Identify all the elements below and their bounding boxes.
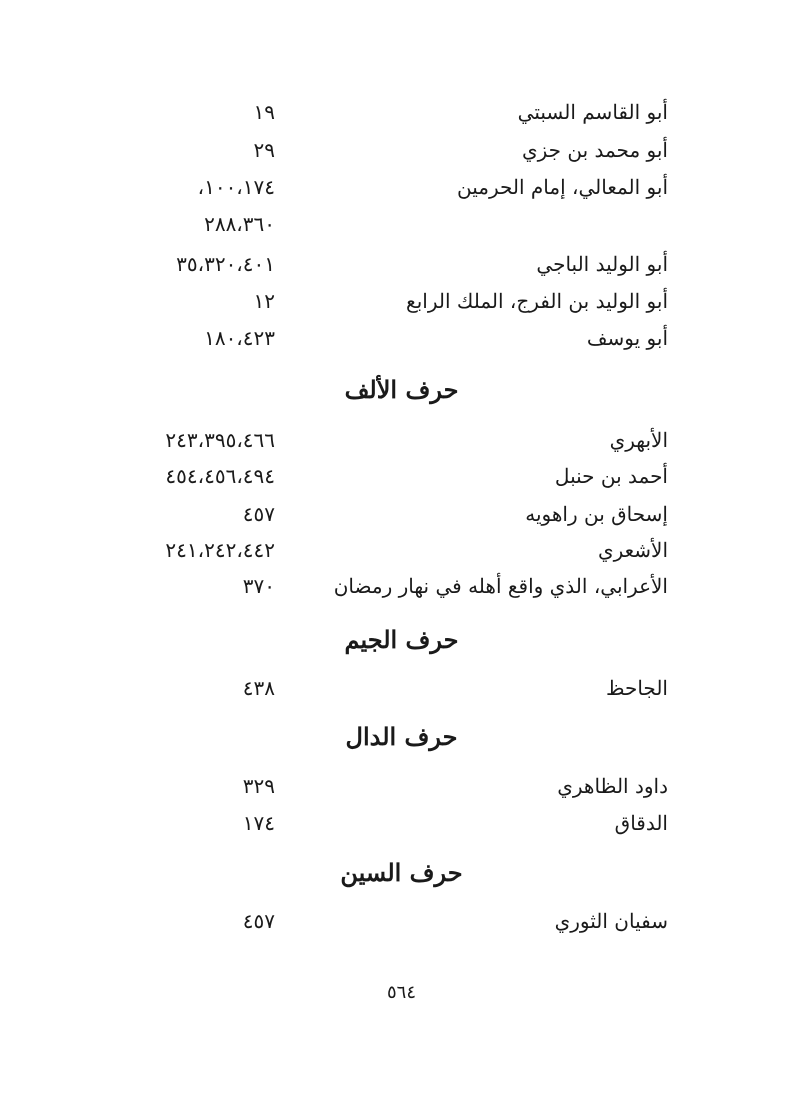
entry-pages: ٤٥٤،٤٥٦،٤٩٤ (165, 464, 275, 488)
entry-pages: ٣٢٩ (242, 774, 275, 798)
entry-name: داود الظاهري (557, 774, 668, 798)
index-entry (0, 803, 803, 843)
entry-pages: ٢٨٨،٣٦٠ (204, 212, 275, 236)
entry-name: الأشعري (597, 538, 668, 562)
entry-pages: ٢٤١،٢٤٢،٤٤٢ (165, 538, 275, 562)
entry-name: الأبهري (609, 428, 668, 452)
entry-name: الجاحظ (605, 676, 668, 700)
index-entry (0, 530, 803, 570)
entry-pages: ٣٧٠ (242, 574, 275, 598)
entry-pages: ١٨٠،٤٢٣ (204, 326, 275, 350)
entry-name: سفيان الثوري (554, 909, 668, 933)
index-entry (0, 130, 803, 170)
index-entry (0, 281, 803, 321)
entry-pages: ٣٥،٣٢٠،٤٠١ (176, 252, 275, 276)
entry-pages: ١٢ (253, 289, 275, 313)
index-entry (0, 566, 803, 606)
entry-name: أبو المعالي، إمام الحرمين (456, 175, 668, 199)
section-heading: حرف الألف (344, 375, 459, 404)
entry-name: أبو يوسف (586, 326, 668, 350)
entry-name: أبو الوليد الباجي (536, 252, 668, 276)
index-entry (0, 420, 803, 460)
entry-name: الأعرابي، الذي واقع أهله في نهار رمضان (333, 574, 668, 598)
page-number: ٥٦٤ (386, 982, 416, 1003)
entry-pages: ٤٣٨ (242, 676, 275, 700)
section-heading: حرف الدال (345, 722, 458, 751)
index-entry (0, 456, 803, 496)
index-entry (0, 92, 803, 132)
index-entry (0, 167, 803, 207)
index-entry (0, 318, 803, 358)
index-entry (0, 244, 803, 284)
entry-pages: ٢٤٣،٣٩٥،٤٦٦ (165, 428, 275, 452)
entry-name: أبو القاسم السبتي (517, 100, 668, 124)
index-entry (0, 494, 803, 534)
section-heading: حرف السين (340, 858, 463, 887)
index-entry (0, 668, 803, 708)
index-entry-continuation (0, 204, 803, 244)
entry-pages: ٤٥٧ (242, 502, 275, 526)
section-heading: حرف الجيم (344, 625, 459, 654)
entry-name: إسحاق بن راهويه (525, 502, 668, 526)
entry-name: الدقاق (614, 811, 668, 835)
entry-pages: ٢٩ (253, 138, 275, 162)
entry-name: أبو محمد بن جزي (521, 138, 668, 162)
entry-name: أبو الوليد بن الفرج، الملك الرابع (406, 289, 668, 313)
entry-pages: ١٧٤ (242, 811, 275, 835)
index-entry (0, 766, 803, 806)
entry-name: أحمد بن حنبل (554, 464, 668, 488)
entry-pages: ١٩ (253, 100, 275, 124)
entry-pages: ١٠٠،١٧٤، (197, 175, 275, 199)
index-entry (0, 901, 803, 941)
entry-pages: ٤٥٧ (242, 909, 275, 933)
